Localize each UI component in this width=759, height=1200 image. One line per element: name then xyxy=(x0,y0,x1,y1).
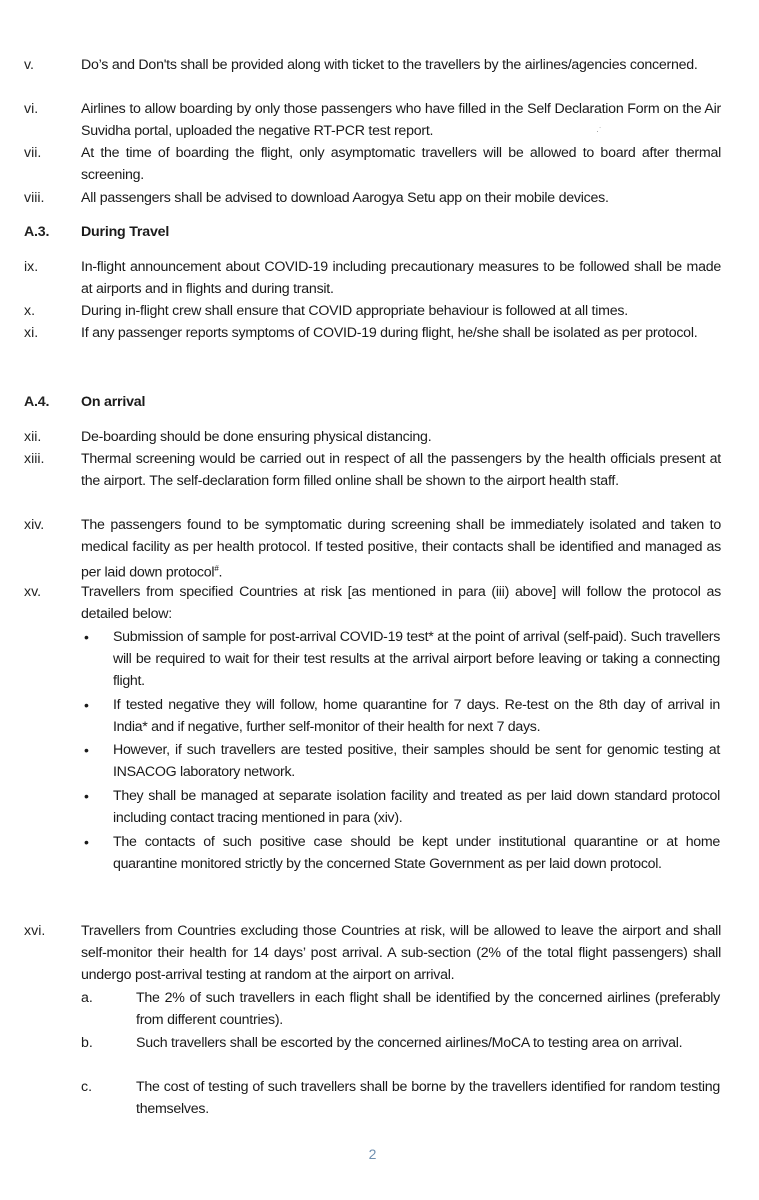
section-number: A.4. xyxy=(24,394,50,410)
item-text: Travellers from Countries excluding those Countries at risk, will be allowed to leave the airport and shall self-monitor their health for 14 days’ post arrival. A sub-section (2% of the total flight passengers) shall undergo post-arrival testing at random at the airport on arrival. xyxy=(81,923,721,983)
sub-item-label: c. xyxy=(81,1079,93,1095)
bullet-icon: • xyxy=(84,697,89,713)
item-number: v. xyxy=(24,57,34,73)
item-text: In-flight announcement about COVID-19 including precautionary measures to be followed shall be made at airports and in flights and during transit. xyxy=(81,259,721,297)
page-number: 2 xyxy=(368,1146,377,1162)
item-text xyxy=(81,514,721,584)
item-text-main: The passengers found to be symptomatic during screening shall be immediately isolated and taken to medical facility as per health protocol. If tested positive, their contacts shall be identified and managed as per laid down protocol xyxy=(81,517,721,581)
scan-artifact: ·˙ xyxy=(596,126,602,136)
item-text: All passengers shall be advised to download Aarogya Setu app on their mobile devices. xyxy=(81,190,609,206)
item-number: x. xyxy=(24,303,36,319)
sub-item-text: The 2% of such travellers in each flight shall be identified by the concerned airlines (preferably from different countries). xyxy=(136,990,720,1028)
item-number: vii. xyxy=(24,145,42,161)
section-title: During Travel xyxy=(81,224,170,240)
bullet-icon: • xyxy=(84,788,89,804)
item-number: vi. xyxy=(24,101,39,117)
item-number: xiii. xyxy=(24,451,45,467)
item-text: During in-flight crew shall ensure that COVID appropriate behaviour is followed at all times. xyxy=(81,303,628,319)
item-text: Travellers from specified Countries at risk [as mentioned in para (iii) above] will follow the protocol as detailed below: xyxy=(81,584,721,622)
sub-item-text: Such travellers shall be escorted by the concerned airlines/MoCA to testing area on arrival. xyxy=(136,1035,683,1051)
item-number: xv. xyxy=(24,584,42,600)
bullet-icon: • xyxy=(84,629,89,645)
section-title: On arrival xyxy=(81,394,146,410)
item-number: viii. xyxy=(24,190,45,206)
bullet-icon: • xyxy=(84,742,89,758)
item-text: At the time of boarding the flight, only asymptomatic travellers will be allowed to board after thermal screening. xyxy=(81,145,721,183)
item-text: Do’s and Don'ts shall be provided along with ticket to the travellers by the airlines/agencies concerned. xyxy=(81,57,698,73)
item-text: Airlines to allow boarding by only those passengers who have filled in the Self Declaration Form on the Air Suvidha portal, uploaded the negative RT-PCR test report. xyxy=(81,101,721,139)
sub-item-label: b. xyxy=(81,1035,93,1051)
bullet-text: Submission of sample for post-arrival COVID-19 test* at the point of arrival (self-paid). Such travellers will be required to wait for their test results at the arrival airport before leaving or taking a connecting flight. xyxy=(113,629,720,689)
item-text-tail: . xyxy=(218,564,223,581)
bullet-text: The contacts of such positive case should be kept under institutional quarantine or at home quarantine monitored strictly by the concerned State Government as per laid down protocol. xyxy=(113,834,720,872)
footnote-marker: # xyxy=(214,564,219,573)
sub-item-text: The cost of testing of such travellers shall be borne by the travellers identified for random testing themselves. xyxy=(136,1079,720,1117)
item-text: If any passenger reports symptoms of COVID-19 during flight, he/she shall be isolated as per protocol. xyxy=(81,325,698,341)
bullet-text: If tested negative they will follow, home quarantine for 7 days. Re-test on the 8th day of arrival in India* and if negative, further self-monitor of their health for next 7 days. xyxy=(113,697,720,735)
section-number: A.3. xyxy=(24,224,50,240)
item-text: Thermal screening would be carried out in respect of all the passengers by the health officials present at the airport. The self-declaration form filled online shall be shown to the airport health staff. xyxy=(81,451,721,489)
bullet-icon: • xyxy=(84,834,89,850)
item-number: xvi. xyxy=(24,923,46,939)
bullet-text: They shall be managed at separate isolation facility and treated as per laid down standard protocol including contact tracing mentioned in para (xiv). xyxy=(113,788,720,826)
item-text: De-boarding should be done ensuring physical distancing. xyxy=(81,429,432,445)
sub-item-label: a. xyxy=(81,990,93,1006)
item-number: ix. xyxy=(24,259,39,275)
bullet-text: However, if such travellers are tested positive, their samples should be sent for genomic testing at INSACOG laboratory network. xyxy=(113,742,720,780)
item-number: xii. xyxy=(24,429,42,445)
item-number: xi. xyxy=(24,325,39,341)
item-number: xiv. xyxy=(24,517,45,533)
